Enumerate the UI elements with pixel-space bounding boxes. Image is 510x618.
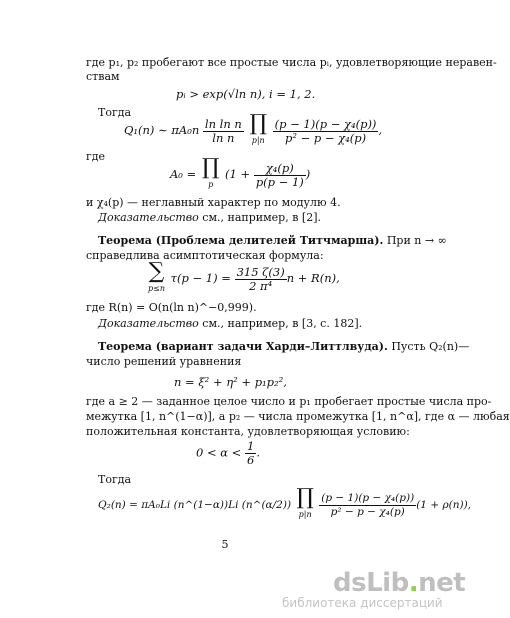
text-line: положительная константа, удовлетворяющая условию:: [86, 425, 410, 438]
formula-condition: pᵢ > exp(√ln n), i = 1, 2.: [176, 87, 316, 101]
text-line: ствам: [86, 70, 120, 83]
q2-product: ∏ p|n: [296, 485, 314, 519]
site-watermark-caption: библиотека диссертаций: [282, 596, 443, 610]
formula-q2: Q₂(n) = πA₀Li (n^(1−α))Li (n^(α/2)) ∏ p|n $\frac{\text{(p − 1)(p − χ₄(p))}}{\text{p² − p − χ₄(p)}}$ (1 + ρ(n)),: [98, 488, 471, 522]
text-line: где R(n) = O(n(ln n)^−0,999).: [86, 301, 257, 314]
inequality-fraction: $\frac{1}{6}$: [246, 439, 255, 467]
sum-fraction: $\frac{315 \zeta(3)}{\text{2 π⁴}}$: [236, 264, 285, 293]
a0-product: ∏ p: [201, 155, 220, 189]
q1-fraction-loglog: $\frac{\text{ln ln n}}{\text{ln n}}$: [204, 116, 242, 145]
text-line: где p₁, p₂ пробегают все простые числа pᵢ, удовлетворяющие неравен-: [86, 56, 497, 69]
site-watermark-logo: dsLib.net: [333, 568, 466, 598]
text-line: справедлива асимптотическая формула:: [86, 249, 324, 262]
q1-fraction-main: $\frac{\text{(p − 1)(p − χ₄(p))}}{\text{p² − p − χ₄(p)}}$: [274, 116, 377, 145]
theorem-2-heading: Теорема (вариант задачи Харди–Литтлвуда). Пусть Q₂(n)—: [98, 340, 470, 353]
formula-q1: Q₁(n) ∼ πA₀n $\frac{\text{ln ln n}}{\text{ln n}}$ ∏ p|n $\frac{\text{(p − 1)(p − χ₄(p))}}{\text{p² − p − χ₄(p)}}$ ,: [124, 114, 382, 148]
text-line: Тогда: [98, 473, 132, 486]
formula-inequality: 0 < α < $\frac{1}{6}$ .: [196, 439, 260, 467]
formula-equation: n = ξ² + η² + p₁p₂²,: [174, 375, 287, 389]
text-line: где a ≥ 2 — заданное целое число и p₁ пробегает простые числа про-: [86, 395, 492, 408]
q1-lhs: Q₁(n) ∼ πA₀n: [124, 123, 200, 137]
q2-fraction: $\frac{\text{(p − 1)(p − χ₄(p))}}{\text{p² − p − χ₄(p)}}$: [321, 491, 415, 518]
text-line: межутка [1, n^(1−α)], а p₂ — числа промежутка [1, n^α], где α — любая: [86, 410, 510, 423]
page-number: 5: [221, 538, 229, 551]
sum-symbol: ∑ p≤n: [148, 259, 165, 293]
text-line: число решений уравнения: [86, 355, 242, 368]
proof-line: Доказательство см., например, в [2].: [98, 211, 321, 224]
text-line: где: [86, 150, 106, 163]
a0-fraction: $\frac{\text{χ₄(p)}}{p(p - 1)}$: [255, 160, 304, 189]
formula-sum: ∑ p≤n τ(p − 1) = $\frac{315 \zeta(3)}{\text{2 π⁴}}$ n + R(n),: [148, 262, 340, 296]
formula-a0: A₀ = ∏ p (1 + $\frac{\text{χ₄(p)}}{p(p - 1)}$ ): [170, 158, 310, 192]
proof-line: Доказательство см., например, в [3, с. 182].: [98, 317, 363, 330]
theorem-1-heading: Теорема (Проблема делителей Титчмарша). При n → ∞: [98, 234, 447, 247]
text-line: и χ₄(p) — неглавный характер по модулю 4.: [86, 196, 341, 209]
q1-product: ∏ p|n: [249, 111, 267, 145]
text-line: Тогда: [98, 106, 132, 119]
